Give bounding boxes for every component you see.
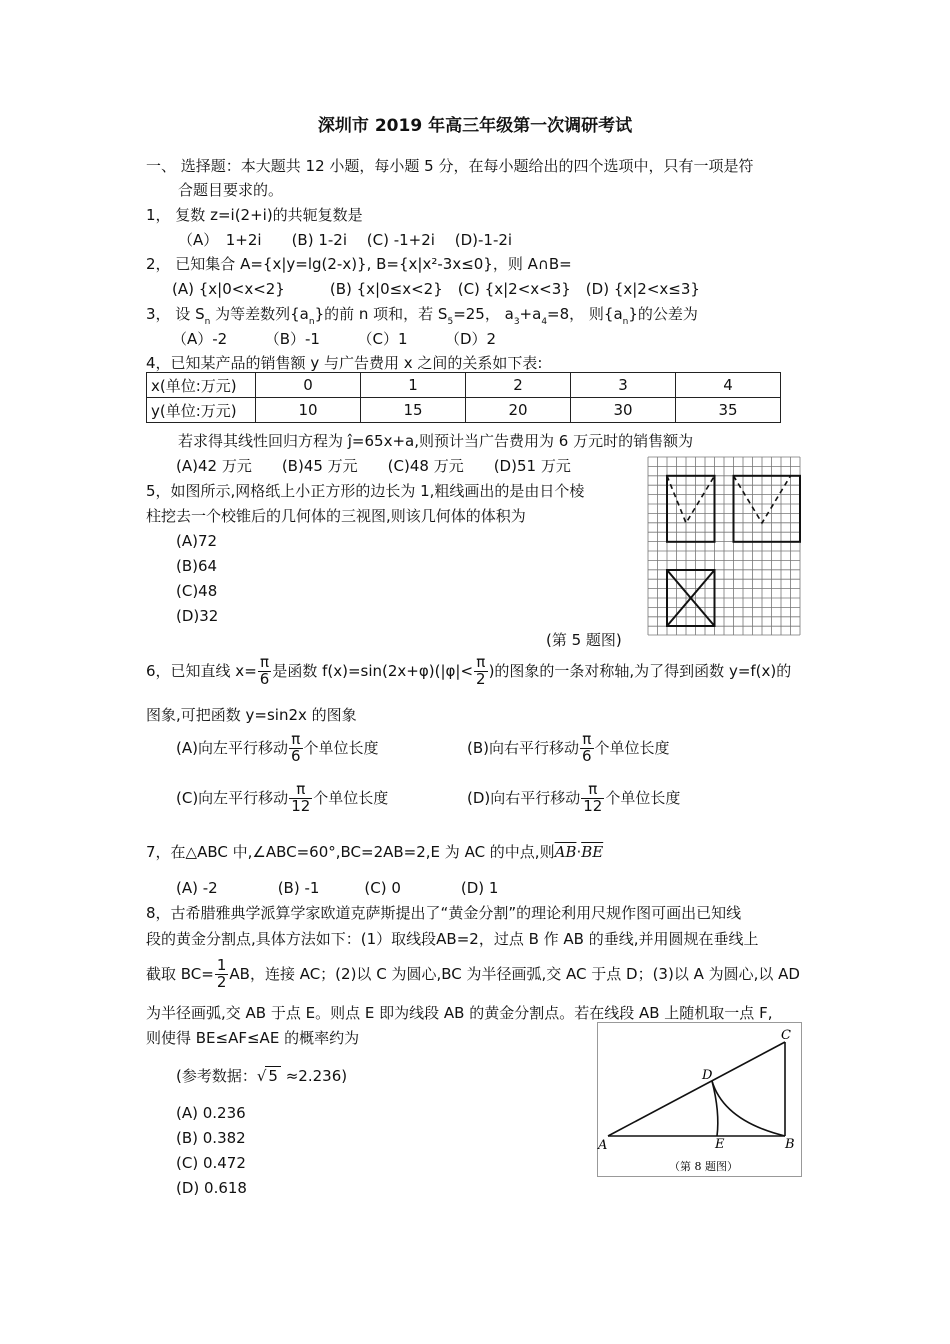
q8-stem: 8，古希腊雅典学派算学家欧道克萨斯提出了“黄金分割”的理论利用尺规作图可画出已知线 bbox=[146, 904, 742, 922]
arc-cd bbox=[712, 1081, 785, 1136]
label-b: B bbox=[785, 1137, 795, 1152]
table-cell: 1 bbox=[361, 373, 466, 398]
q5-three-view-figure bbox=[646, 455, 802, 637]
q6-stem: 6，已知直线 x= $\frac{\pi}{6}$ 是函数 f(x)=sin(2x+φ)(|φ|< $\frac{\pi}{2}$ )的图象的一条对称轴,为了得到函数 y=f(x)的 bbox=[146, 653, 792, 688]
label-c: C bbox=[781, 1028, 791, 1043]
q5-option-c: (C)48 bbox=[176, 582, 218, 600]
q2-stem: 2， 已知集合 A={x|y=lg(2-x)}, B={x|x²-3x≤0}，则 A∩B= bbox=[146, 255, 572, 273]
q5-option-a: (A)72 bbox=[176, 532, 218, 550]
q8-reference: (参考数据：√ 5 ≈2.236) bbox=[176, 1067, 348, 1085]
q5-stem: 5，如图所示,网格纸上小正方形的边长为 1,粗线画出的是由日个棱 bbox=[146, 482, 585, 500]
table-cell: 4 bbox=[676, 373, 781, 398]
table-header-x: x(单位:万元) bbox=[147, 373, 256, 398]
q3-options: （A）-2 （B）-1 （C）1 （D）2 bbox=[172, 330, 497, 348]
q6-option-a: (A)向左平行移动 $\frac{\pi}{6}$ 个单位长度 bbox=[176, 730, 379, 765]
table-cell: 30 bbox=[571, 398, 676, 423]
q1-options: （A） 1+2i (B) 1-2i (C) -1+2i (D)-1-2i bbox=[178, 231, 513, 249]
q7-options: (A) -2 (B) -1 (C) 0 (D) 1 bbox=[176, 879, 499, 897]
page-title: 深圳市 2019 年高三年级第一次调研考试 bbox=[317, 116, 633, 136]
label-e: E bbox=[715, 1137, 725, 1152]
label-d: D bbox=[702, 1068, 713, 1083]
q8-stem-4: 为半径画弧,交 AB 于点 E。则点 E 即为线段 AB 的黄金分割点。若在线段 AB 上随机取一点 F, bbox=[146, 1004, 773, 1022]
fraction-pi-over-2: $\frac{\pi}{2}$ bbox=[476, 653, 486, 688]
table-cell: 0 bbox=[256, 373, 361, 398]
table-cell: 3 bbox=[571, 373, 676, 398]
q8-option-c: (C) 0.472 bbox=[176, 1154, 246, 1172]
q8-option-d: (D) 0.618 bbox=[176, 1179, 247, 1197]
fraction-pi-over-6: $\frac{\pi}{6}$ bbox=[259, 653, 270, 688]
q6-stem-cont: 图象,可把函数 y=sin2x 的图象 bbox=[146, 706, 357, 724]
q4-followup: 若求得其线性回归方程为 ĵ=65x+a,则预计当广告费用为 6 万元时的销售额为 bbox=[178, 432, 694, 450]
q6-option-d: (D)向右平行移动 $\frac{\pi}{12}$ 个单位长度 bbox=[467, 780, 681, 815]
table-cell: 20 bbox=[466, 398, 571, 423]
q2-options: (A) {x|0<x<2} (B) {x|0≤x<2} (C) {x|2<x<3} (D) {x|2<x≤3} bbox=[172, 280, 700, 298]
q8-option-a: (A) 0.236 bbox=[176, 1104, 246, 1122]
q4-data-table bbox=[146, 372, 781, 423]
section-intro: 一、 选择题：本大题共 12 小题，每小题 5 分，在每小题给出的四个选项中，只有一项是符 bbox=[146, 157, 754, 175]
table-cell: 10 bbox=[256, 398, 361, 423]
q8-caption: （第 8 题图） bbox=[669, 1160, 738, 1173]
q4-stem: 4，已知某产品的销售额 y 与广告费用 x 之间的关系如下表: bbox=[146, 354, 543, 372]
fraction-one-half: $\frac{1}{2}$ bbox=[216, 956, 227, 991]
table-cell: 35 bbox=[676, 398, 781, 423]
q6-option-c: (C)向左平行移动 $\frac{\pi}{12}$ 个单位长度 bbox=[176, 780, 389, 815]
q3-stem: 3， 设 $S_n$ 为等差数列$\{a_n\}$的前 n 项和，若 $S_5=25$， $a_3+a_4=8$， 则$\{a_n\}$的公差为 bbox=[146, 305, 698, 327]
table-row bbox=[147, 398, 781, 423]
section-intro-cont: 合题目要求的。 bbox=[178, 181, 284, 199]
q8-stem-3: 截取 BC= $\frac{1}{2}$ AB，连接 AC；(2)以 C 为圆心,BC 为半径画弧,交 AC 于点 D；(3)以 A 为圆心,以 AD bbox=[146, 956, 800, 991]
q4-options: (A)42 万元 (B)45 万元 (C)48 万元 (D)51 万元 bbox=[176, 457, 571, 475]
segment-ac bbox=[608, 1042, 785, 1136]
q8-stem-5: 则使得 BE≤AF≤AE 的概率约为 bbox=[146, 1029, 360, 1047]
q8-figure bbox=[597, 1022, 803, 1178]
q5-option-b: (B)64 bbox=[176, 557, 218, 575]
q8-option-b: (B) 0.382 bbox=[176, 1129, 246, 1147]
q5-caption: (第 5 题图) bbox=[546, 631, 622, 649]
q8-stem-2: 段的黄金分割点,具体方法如下：(1）取线段AB=2，过点 B 作 AB 的垂线,并用圆规在垂线上 bbox=[146, 930, 759, 948]
table-header-y: y(单位:万元) bbox=[147, 398, 256, 423]
q6-option-b: (B)向右平行移动 $\frac{\pi}{6}$ 个单位长度 bbox=[467, 730, 670, 765]
table-cell: 15 bbox=[361, 398, 466, 423]
table-cell: 2 bbox=[466, 373, 571, 398]
q5-stem-cont: 柱挖去一个校锥后的几何体的三视图,则该几何体的体积为 bbox=[146, 507, 526, 525]
q1-stem: 1， 复数 z=i(2+i)的共轭复数是 bbox=[146, 206, 363, 224]
table-row bbox=[147, 373, 781, 398]
q7-stem: 7，在△ABC 中,∠ABC=60°,BC=2AB=2,E 为 AC 的中点,则$\overline{AB}\cdot\overline{BE}$ bbox=[146, 843, 604, 861]
q5-option-d: (D)32 bbox=[176, 607, 219, 625]
label-a: A bbox=[598, 1138, 608, 1153]
